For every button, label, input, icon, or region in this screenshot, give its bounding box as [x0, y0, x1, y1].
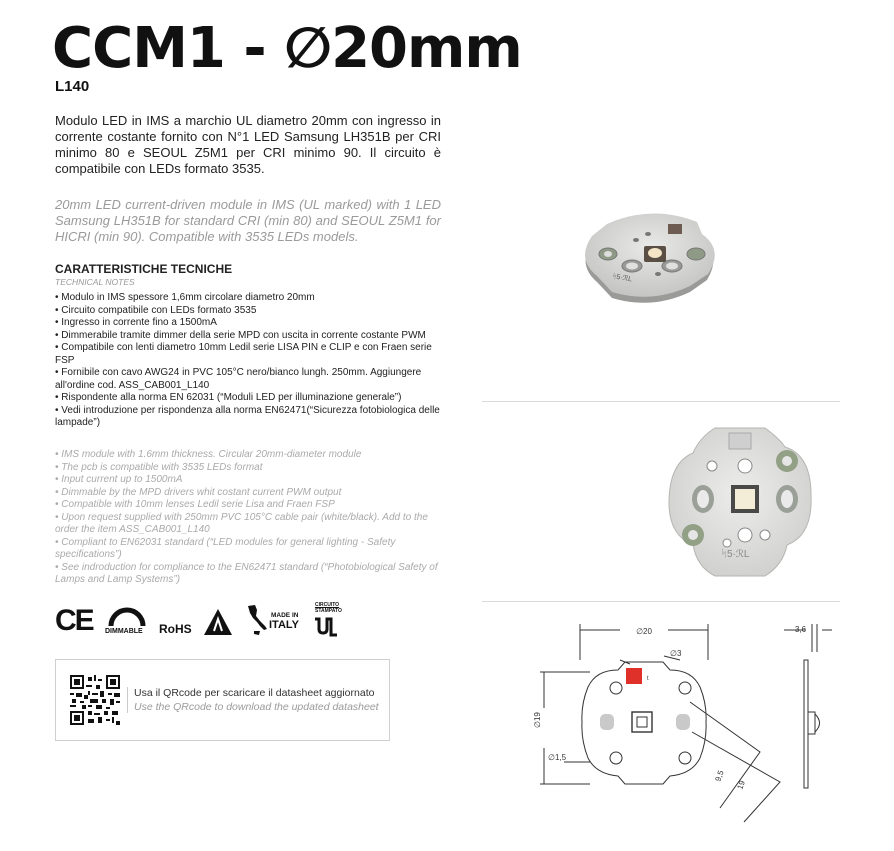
spec-item: • Fornibile con cavo AWG24 in PVC 105°C nero/bianco lungh. 250mm. Aggiungere all'ordine cod. ASS_CAB001_L140 — [55, 367, 445, 392]
specs-list-italian — [55, 292, 445, 430]
spec-item: • See indroduction for compliance to the EN62471 standard (“Photobiological Safety of Lamps and Lamp Systems”) — [55, 562, 445, 587]
svg-text:ᛋ5·ℛL: ᛋ5·ℛL — [721, 549, 750, 560]
stampato-label: STAMPATO — [315, 608, 342, 614]
technical-subheading: TECHNICAL NOTES — [55, 277, 135, 287]
italy-map-icon — [245, 604, 269, 643]
product-photo-perspective — [572, 210, 732, 310]
spec-item: • Dimmable by the MPD drivers whit costant current PWM output — [55, 487, 445, 500]
section-divider — [482, 401, 840, 402]
ce-mark-icon: CE — [55, 604, 93, 637]
product-code: L140 — [55, 78, 90, 95]
spec-item: • Input current up to 1500mA — [55, 474, 445, 487]
spec-item: • Ingresso in corrente fino a 1500mA — [55, 317, 445, 330]
qr-code-icon[interactable] — [70, 675, 120, 725]
esd-warning-icon — [203, 608, 233, 641]
spec-item: • Upon request supplied with 250mm PVC 105°C cable pair (white/black). Add to the order the item ASS_CAB001_L140 — [55, 512, 445, 537]
pad-right — [676, 714, 690, 730]
certification-icons — [55, 604, 355, 644]
spec-item: • Compatible with 10mm lenses Ledil serie Lisa and Fraen FSP — [55, 499, 445, 512]
spec-item: • Compliant to EN62031 standard (“LED modules for general lighting - Safety specifications”) — [55, 537, 445, 562]
svg-text:ᛋ5·ℛL: ᛋ5·ℛL — [611, 273, 633, 284]
spec-item: • Vedi introduzione per rispondenza alla norma EN62471(“Sicurezza fotobiologica delle lampade”) — [55, 405, 445, 430]
italy-label: ITALY — [269, 619, 299, 631]
dim-95-label: 9,5 — [713, 769, 726, 783]
dim-small-hole-label: ∅1,5 — [548, 753, 567, 762]
qr-text-english: Use the QRcode to download the updated datasheet — [134, 701, 379, 713]
description-english: 20mm LED current-driven module in IMS (UL marked) with 1 LED Samsung LH351B for standard CRI (min 80) and SEOUL Z5M1 for HICRI (min 90). Compatible with 3535 LEDs models. — [55, 197, 441, 244]
pad-positive — [626, 668, 642, 684]
section-divider — [482, 601, 840, 602]
qr-code-box — [55, 659, 390, 741]
product-photo-top — [665, 425, 815, 580]
spec-item: • Rispondente alla norma EN 62031 (“Moduli LED per illuminazione generale”) — [55, 392, 445, 405]
spec-item: • Dimmerabile tramite dimmer della serie MPD con uscita in corrente costante PWM — [55, 330, 445, 343]
spec-item: • Circuito compatibile con LEDs formato 3535 — [55, 305, 445, 318]
page-title: CCM1 - ∅20mm — [52, 16, 522, 81]
dim-19-label: 19 — [735, 779, 747, 791]
dim-diameter-label: ∅20 — [636, 627, 652, 636]
spec-item: • Compatibile con lenti diametro 10mm Ledil serie LISA PIN e CLIP e con Fraen serie FSP — [55, 342, 445, 367]
description-italian: Modulo LED in IMS a marchio UL diametro 20mm con ingresso in corrente costante fornito con N°1 LED Samsung LH351B per CRI minimo 80 e SEOUL Z5M1 per CRI minimo 90. Il circuito è compatibile con LEDs formato 3535. — [55, 113, 441, 176]
qr-text-italian: Usa il QRcode per scaricare il datasheet aggiornato — [134, 687, 375, 699]
dim-height-label: ∅19 — [533, 712, 542, 728]
circuito-label: CIRCUITO — [315, 602, 340, 608]
ul-mark-icon — [313, 615, 341, 644]
pad-label: t — [647, 676, 649, 682]
specs-list-english — [55, 449, 445, 587]
made-in-label: MADE IN — [271, 612, 299, 619]
spec-item: • Modulo in IMS spessore 1,6mm circolare diametro 20mm — [55, 292, 445, 305]
qr-divider — [127, 687, 128, 713]
pad-left — [600, 714, 614, 730]
spec-item: • The pcb is compatible with 3535 LEDs format — [55, 462, 445, 475]
rohs-label: RoHS — [159, 622, 192, 636]
spec-item: • IMS module with 1.6mm thickness. Circular 20mm-diameter module — [55, 449, 445, 462]
technical-drawing — [520, 612, 840, 827]
dim-thickness-label: 3,6 — [795, 625, 807, 634]
dim-hole-label: ∅3 — [670, 649, 682, 658]
dimmable-label: DIMMABLE — [105, 628, 143, 635]
technical-heading: CARATTERISTICHE TECNICHE — [55, 262, 233, 276]
